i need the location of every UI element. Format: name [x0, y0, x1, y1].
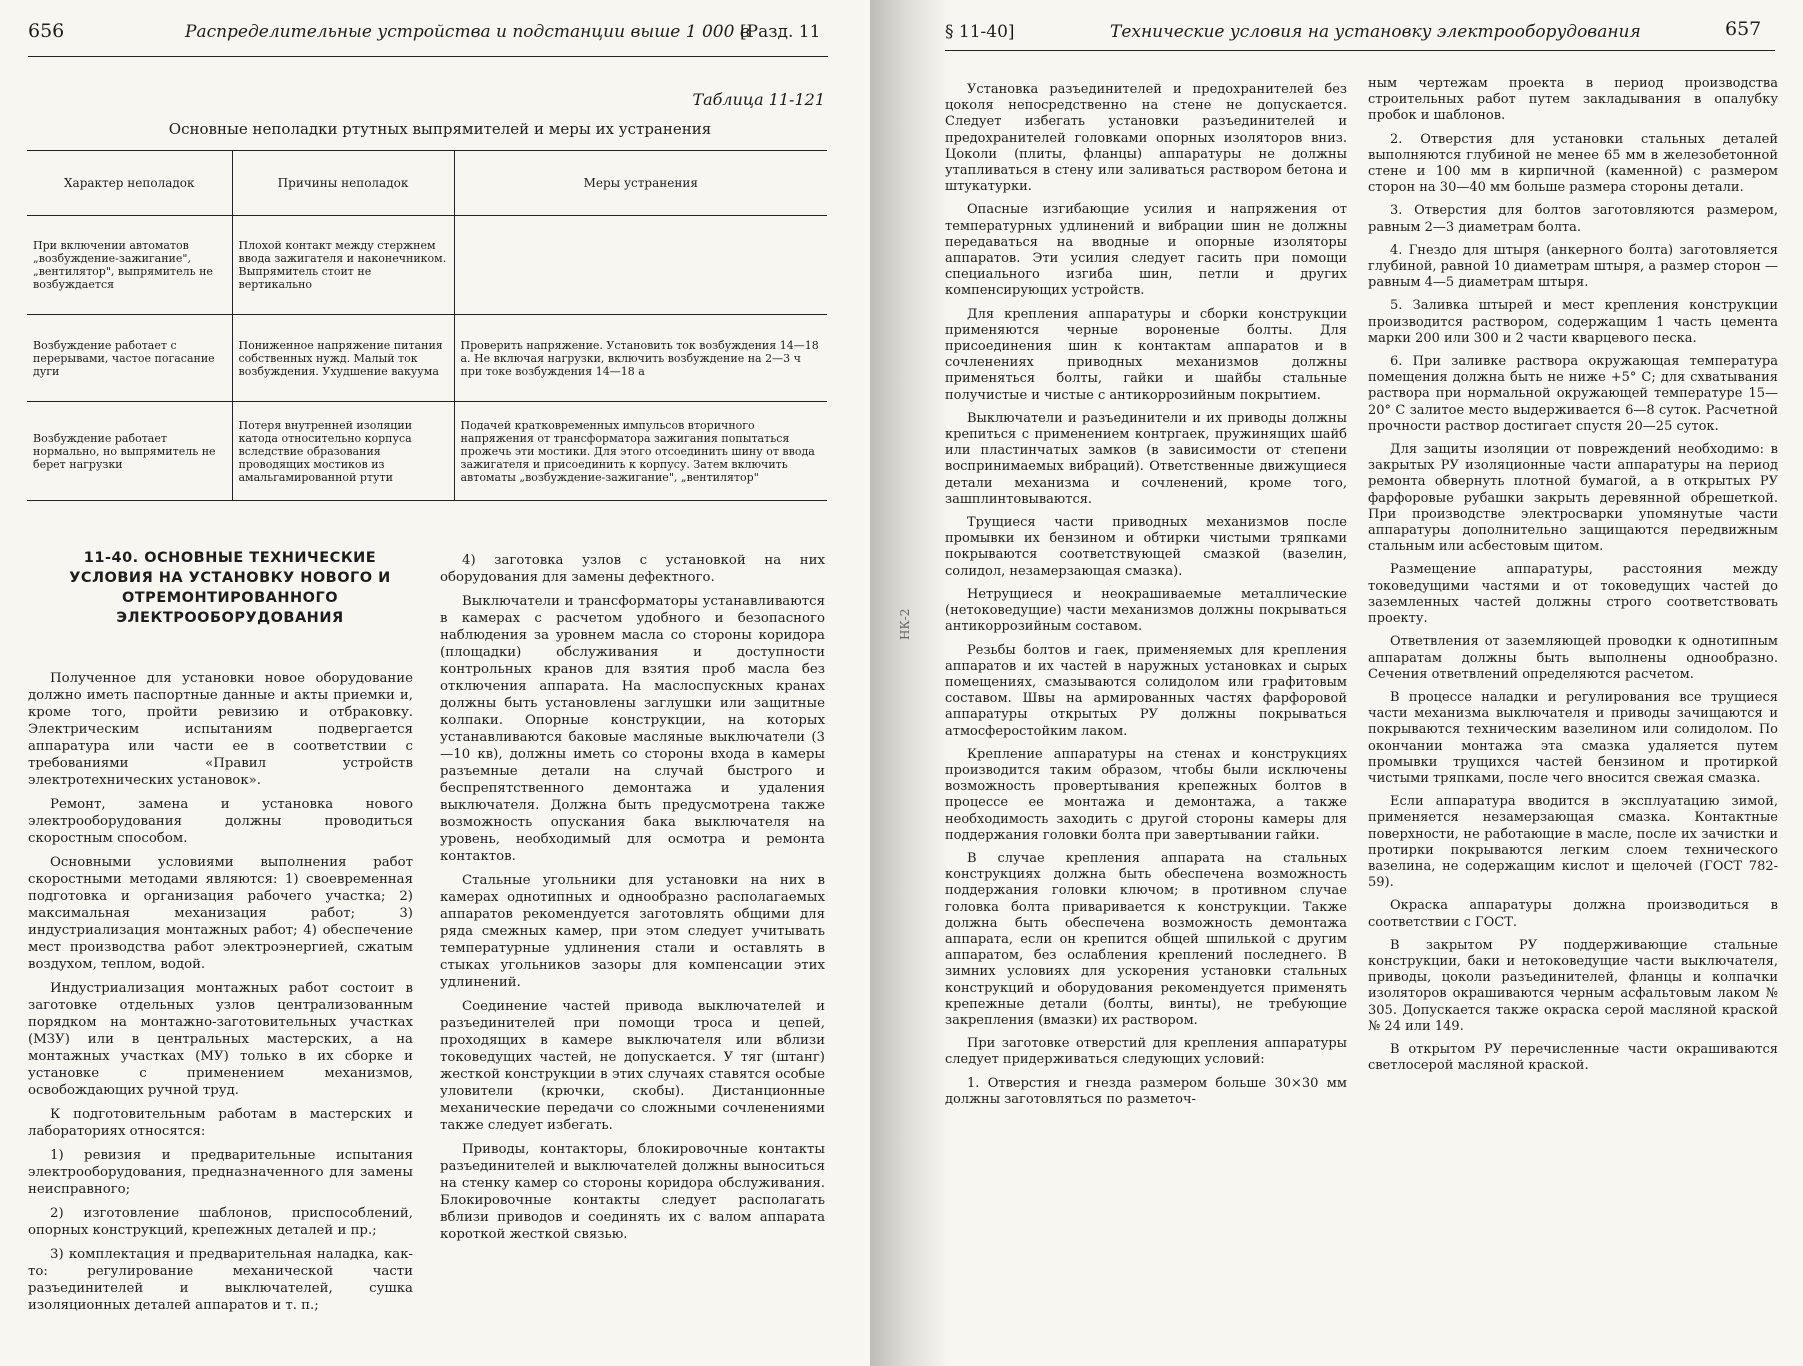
paragraph: Ответвления от заземляющей проводки к однотипным аппаратам должны быть выполнены однообразно. Сечения ответвлений определяются расчетом.	[1368, 634, 1778, 682]
table-title: Основные неполадки ртутных выпрямителей и меры их устранения	[168, 120, 712, 138]
paragraph: Выключатели и трансформаторы устанавливаются в камерах с расчетом удобного и безопасного наблюдения за уровнем масла со стороны коридора (площадки) обслуживания и доступности контрольных кранов для взятия проб масла без отключения аппарата. На маслоспускных кранах должны быть установлены заглушки или защитные колпаки. Опорные конструкции, на которых устанавливаются баковые масляные выключатели (3—10 кв), должны иметь со стороны входа в камеры разъемные детали на случай быстрого и беспрепятственного демонтажа и удаления выключателя. Должна быть предусмотрена также возможность опускания бака выключателя на уровень, необходимый для осмотра и ремонта контактов.	[440, 594, 825, 864]
paragraph: 6. При заливке раствора окружающая температура помещения должна быть не ниже +5° С; для схватывания раствора при нормальной окружающей температуре 15—20° С залитое место выдерживается 6—8 суток. Расчетной прочности раствор достигает спустя 20—25 суток.	[1368, 354, 1778, 434]
paragraph: Размещение аппаратуры, расстояния между токоведущими частями и от токоведущих частей до заземленных частей должны строго соответствовать проекту.	[1368, 562, 1778, 627]
column-header: Причины неполадок	[232, 151, 454, 216]
column-header: Меры устранения	[454, 151, 827, 216]
table-cell	[454, 216, 827, 315]
paragraph: Основными условиями выполнения работ скоростными методами являются: 1) своевременная подготовка и организация рабочего участка; 2) максимальная механизация работ; 3) индустриализация монтажных работ; 4) обеспечение мест производства работ электроэнергией, сжатым воздухом, теплом, водой.	[28, 855, 413, 972]
paragraph: Трущиеся части приводных механизмов после промывки их бензином и обтирки чистыми тряпками покрываются соответствующей смазкой (вазелин, солидол, незамерзающая смазка).	[945, 515, 1347, 579]
paragraph: Если аппаратура вводится в эксплуатацию зимой, применяется незамерзающая смазка. Контактные поверхности, не работающие в масле, после их зачистки и протирки покрываются легким слоем технического вазелина, не содержащим кислот и щелочей (ГОСТ 782-59).	[1368, 794, 1778, 891]
paragraph: К подготовительным работам в мастерских и лабораториях относятся:	[28, 1107, 413, 1139]
text-column-right-2	[1368, 76, 1778, 1081]
text-column-left-2	[440, 552, 825, 1250]
table-cell: Плохой контакт между стержнем ввода зажигателя и наконечником. Выпрямитель стоит не вертикально	[232, 216, 454, 315]
paragraph: 5. Заливка штырей и мест крепления конструкции производится раствором, содержащим 1 часть цемента марки 200 или 300 и 2 части кварцевого песка.	[1368, 298, 1778, 346]
paragraph: Соединение частей привода выключателей и разъединителей при помощи троса и цепей, проходящих в камере выключателя или вблизи токоведущих частей, не допускается. У тяг (штанг) жесткой конструкции в этих случаях ставятся особые уловители (крючки, скобы). Дистанционные механические передачи со сложными сочленениями также следует избегать.	[440, 999, 825, 1133]
paragraph: 3. Отверстия для болтов заготовляются размером, равным 2—3 диаметрам болта.	[1368, 203, 1778, 235]
paragraph: 3) комплектация и предварительная наладка, как-то: регулирование механической части разъединителей и выключателей, сушка изоляционных деталей аппаратов и т. п.;	[28, 1247, 413, 1313]
paragraph: Нетрущиеся и неокрашиваемые металлические (нетоковедущие) части механизмов должны покрываться антикоррозийным составом.	[945, 586, 1347, 635]
paragraph: При заготовке отверстий для крепления аппаратуры следует придерживаться следующих условий:	[945, 1036, 1347, 1068]
table-cell: Пониженное напряжение питания собственных нужд. Малый ток возбуждения. Ухудшение вакуума	[232, 315, 454, 402]
header-rule	[28, 56, 828, 57]
table-header-row	[27, 151, 827, 216]
section-ref: § 11-40]	[945, 22, 1015, 42]
running-title: Технические условия на установку электрооборудования	[1110, 22, 1641, 42]
paragraph: Опасные изгибающие усилия и напряжения от температурных удлинений и вибрации шин не должны передаваться на вводные и опорные изоляторы аппаратов. Эти усилия следует гасить при помощи специального изгиба шин, петли и других компенсирующих устройств.	[945, 202, 1347, 299]
running-title: Распределительные устройства и подстанции выше 1 000 в	[185, 22, 750, 42]
paragraph: 4) заготовка узлов с установкой на них оборудования для замены дефектного.	[440, 553, 825, 585]
table-caption: Таблица 11-121	[692, 90, 825, 109]
table-cell: Проверить напряжение. Установить ток возбуждения 14—18 а. Не включая нагрузки, включить возбуждение на 2—3 ч при токе возбуждения 14—18 а	[454, 315, 827, 402]
paragraph: Полученное для установки новое оборудование должно иметь паспортные данные и акты приемки и, кроме того, пройти ревизию и отбраковку. Электрическим испытаниям подвергается аппаратура или части ее в соответствии с требованиями «Правил устройств электротехнических установок».	[28, 671, 413, 788]
paragraph: 2. Отверстия для установки стальных деталей выполняются глубиной не менее 65 мм в железобетонной стене и 100 мм в кирпичной (каменной) с размером сторон на 30—40 мм больше размера стороны детали.	[1368, 131, 1778, 196]
paragraph: 1. Отверстия и гнезда размером больше 30×30 мм должны заготовляться по разметоч-	[945, 1075, 1347, 1107]
paragraph: В закрытом РУ поддерживающие стальные конструкции, баки и нетоковедущие части выключателя, приводы, цоколи разъединителей, фланцы и колпачки изоляторов окрашиваются черным асфальтовым лаком № 305. Допускается также окраска серой масляной краской № 24 или 149.	[1368, 937, 1778, 1034]
paragraph: 1) ревизия и предварительные испытания электрооборудования, предназначенного для замены неисправного;	[28, 1148, 413, 1197]
paragraph: Индустриализация монтажных работ состоит в заготовке отдельных узлов централизованным порядком на монтажно-заготовительных участках (МЗУ) или в центральных мастерских, а на монтажных участках (МУ) только в их сборке и установке с применением механизмов, освобождающих ручной труд.	[28, 981, 413, 1098]
paragraph: Резьбы болтов и гаек, применяемых для крепления аппаратов и их частей в наружных установках и сырых помещениях, смазываются солидолом или графитовым составом. Швы на армированных частях фарфоровой аппаратуры открытых РУ должны покрываться атмосферостойким лаком.	[945, 642, 1347, 739]
table-row	[27, 315, 827, 402]
paragraph: ным чертежам проекта в период производства строительных работ путем закладывания в опалубку пробок и шаблонов.	[1368, 76, 1778, 124]
table-cell: Возбуждение работает с перерывами, частое погасание дуги	[27, 315, 232, 402]
paragraph: Приводы, контакторы, блокировочные контакты разъединителей и выключателей должны выноситься на стенку камер со стороны коридора обслуживания. Блокировочные контакты следует располагать вблизи приводов и соединять их с валом аппарата короткой жесткой связью.	[440, 1142, 825, 1242]
section-heading: 11-40. ОСНОВНЫЕ ТЕХНИЧЕСКИЕ УСЛОВИЯ НА УСТАНОВКУ НОВОГО И ОТРЕМОНТИРОВАННОГО ЭЛЕКТРООБОРУДОВАНИЯ	[69, 550, 391, 626]
book-gutter	[870, 0, 950, 1366]
paragraph: Установка разъединителей и предохранителей без цоколя непосредственно на стене не допускается. Следует избегать установки разъединителей и предохранителей головками опорных изоляторов вниз. Цоколи (плиты, фланцы) аппаратуры не должны утапливаться в стену или заливаться раствором бетона и штукатурки.	[945, 82, 1347, 195]
paragraph: Для защиты изоляции от повреждений необходимо: в закрытых РУ изоляционные части аппаратуры на период ремонта обвернуть плотной бумагой, а в открытых РУ фарфоровые рубашки закрыть деревянной обрешеткой. При производстве электросварки упомянутые части аппаратуры дополнительно защищаются передвижным стальным или асбестовым щитом.	[1368, 442, 1778, 555]
table-cell: Возбуждение работает нормально, но выпрямитель не берет нагрузки	[27, 402, 232, 501]
paragraph: Ремонт, замена и установка нового электрооборудования должны проводиться скоростным способом.	[28, 797, 413, 846]
paragraph: Стальные угольники для установки на них в камерах однотипных и однообразно располагаемых аппаратов рекомендуется заготовлять общими для ряда смежных камер, при этом следует учитывать температурные удлинения стали и оставлять в стыках угольников зазоры для компенсации этих удлинений.	[440, 873, 825, 990]
table-cell: При включении автоматов „возбуждение-зажигание", „вентилятор", выпрямитель не возбуждается	[27, 216, 232, 315]
table-row	[27, 216, 827, 315]
gutter-mark: НК-2	[898, 608, 912, 640]
header-rule	[945, 50, 1775, 51]
paragraph: В открытом РУ перечисленные части окрашиваются светлосерой масляной краской.	[1368, 1041, 1778, 1074]
right-page	[870, 0, 1803, 1366]
paragraph: Окраска аппаратуры должна производиться в соответствии с ГОСТ.	[1368, 898, 1778, 930]
table-cell: Подачей кратковременных импульсов вторичного напряжения от трансформатора зажигания попытаться прожечь эти мостики. Для этого отсоединить шину от ввода зажигателя и присоединить к корпусу. Затем включить автоматы „возбуждение-зажигание", „вентилятор"	[454, 402, 827, 501]
faults-table	[27, 150, 827, 501]
section-ref: [Разд. 11	[740, 22, 821, 42]
paragraph: Для крепления аппаратуры и сборки конструкции применяются черные вороненые болты. Для присоединения шин к контактам аппаратов и в сочленениях приводных механизмов должны применяться болты, гайки и шайбы стальные получистые и чистые с антикоррозийным покрытием.	[945, 306, 1347, 403]
paragraph: 4. Гнездо для штыря (анкерного болта) заготовляется глубиной, равной 10 диаметрам штыря, а размер сторон — равным 4—5 диаметрам штыря.	[1368, 242, 1778, 291]
paragraph: В случае крепления аппарата на стальных конструкциях должна быть обеспечена возможность поддержания головки ключом; в противном случае головка болта приваривается к конструкции. Также должна быть обеспечена возможность демонтажа аппарата, если он крепится общей шпилькой с другим аппаратом, без ослабления креплений последнего. В зимних условиях для ускорения установки стальных конструкций и оборудования рекомендуется применять крепежные детали (болты, винты), не требующие закрепления (вмазки) их раствором.	[945, 850, 1347, 1028]
paragraph: Крепление аппаратуры на стенах и конструкциях производится таким образом, чтобы были исключены возможность провертывания крепежных болтов в процессе ее монтажа и демонтажа, а также необходимость заходить с другой стороны камеры для поддержания головки болта при завертывании гайки.	[945, 746, 1347, 843]
column-header: Характер неполадок	[27, 151, 232, 216]
paragraph: Выключатели и разъединители и их приводы должны крепиться с применением контргаек, пружинящих шайб или пластинчатых замков (в зависимости от степени воспринимаемых вибраций). Ответственные движущиеся детали механизма и сочленений, кроме того, зашплинтовываются.	[945, 410, 1347, 507]
text-column-left-1	[28, 670, 413, 1321]
table-cell: Потеря внутренней изоляции катода относительно корпуса вследствие образования проводящих мостиков из амальгамированной ртути	[232, 402, 454, 501]
page-number: 657	[1725, 18, 1762, 40]
paragraph: В процессе наладки и регулирования все трущиеся части механизма выключателя и приводы зачищаются и покрываются техническим вазелином или солидолом. По окончании монтажа эта смазка удаляется путем промывки трущихся частей бензином и протиркой чистыми тряпками, после чего вносится свежая смазка.	[1368, 689, 1778, 786]
left-page	[0, 0, 870, 1366]
paragraph: 2) изготовление шаблонов, приспособлений, опорных конструкций, крепежных деталей и пр.;	[28, 1206, 413, 1238]
table-row	[27, 402, 827, 501]
page-number: 656	[28, 20, 65, 42]
text-column-right-1	[945, 82, 1347, 1115]
